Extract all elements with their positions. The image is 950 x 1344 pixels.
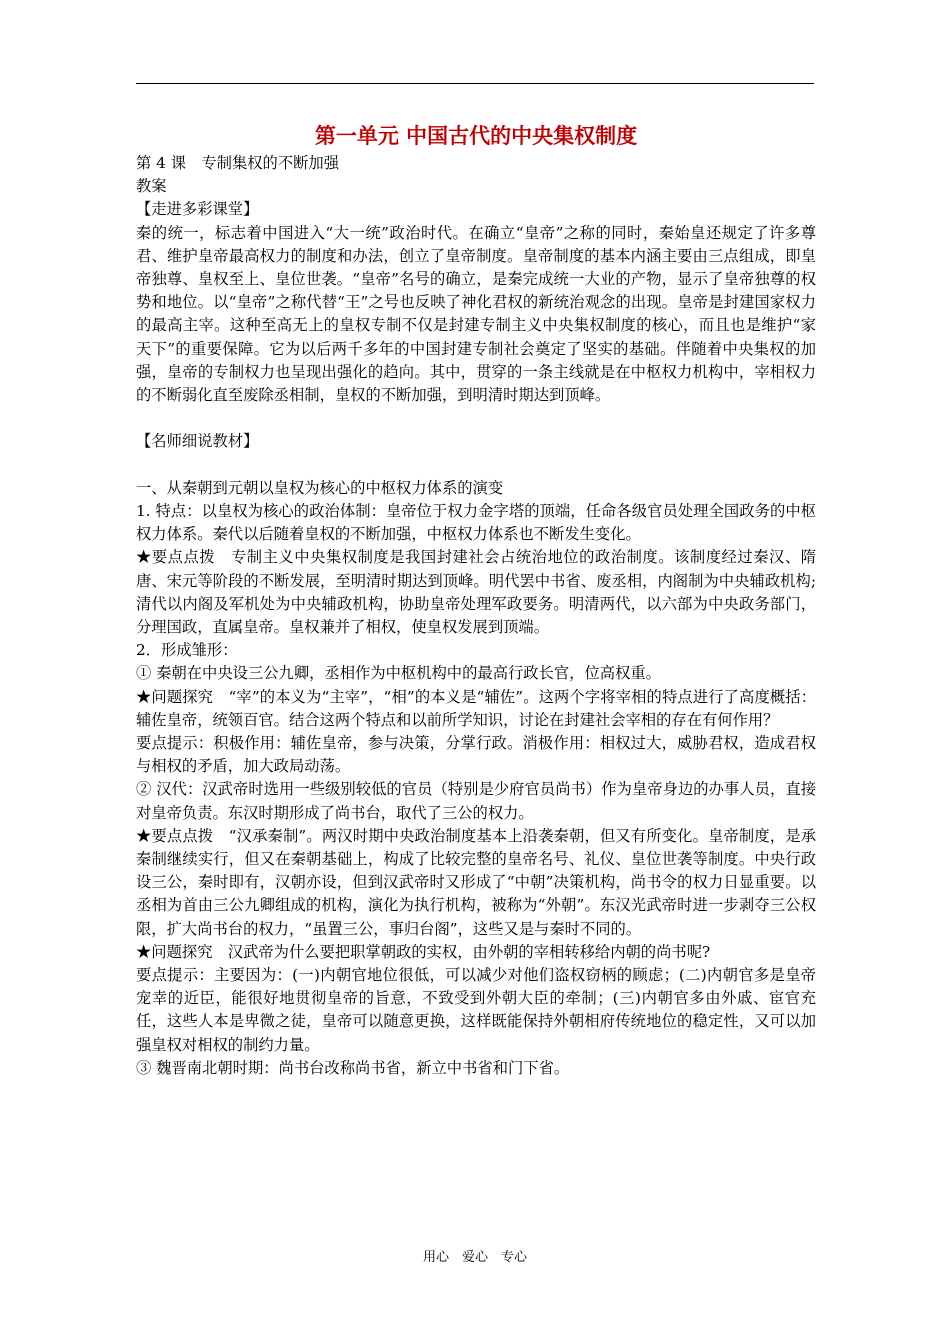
doc-type-label: 教案 [136, 177, 167, 196]
key-point-block: ★要点点拨 “汉承秦制”。两汉时期中央政治制度基本上沿袭秦朝，但又有所变化。皇帝制度，是承秦制继续实行，但又在秦朝基础上，构成了比较完整的皇帝名号、礼仪、皇位世袭等制度。中央行政设三公，秦时即有，汉朝亦设，但到汉武帝时又形成了“中朝”决策机构，尚书令的权力日显重要。以丞相为首由三公九卿组成的机构，演化为执行机构，被称为“外朝”。东汉光武帝时进一步剥夺三公权限，扩大尚书台的权力，“虽置三公，事归台阁”，这些又是与秦时不同的。 [136, 826, 816, 938]
key-point-block: ★要点点拨 专制主义中央集权制度是我国封建社会占统治地位的政治制度。该制度经过秦汉、隋唐、宋元等阶段的不断发展，至明清时期达到顶峰。明代罢中书省、废丞相，内阁制为中央辅政机构;清代以内阁及军机处为中央辅政机构，协助皇帝处理军政要务。明清两代，以六部为中央政务部门，分理国政，直属皇帝。皇权兼并了相权，使皇权发展到顶端。 [136, 548, 816, 636]
qin-dynasty-item: ① 秦朝在中央设三公九卿，丞相作为中枢机构中的最高行政长官，位高权重。 [136, 664, 661, 683]
question-block: ★问题探究 “宰”的本义为“主宰”，“相”的本义是“辅佐”。这两个字将宰相的特点进行了高度概括：辅佐皇帝，统领百官。结合这两个特点和以前所学知识，讨论在封建社会宰相的存在有何作用？ [136, 687, 816, 729]
lesson-title: 第 4 课 专制集权的不断加强 [136, 154, 340, 172]
document-body [136, 120, 816, 1080]
section-heading-teacher: 【名师细说教材】 [136, 432, 259, 451]
hint-block: 要点提示：主要因为：(一)内朝官地位很低，可以减少对他们盗权窃柄的顾虑；(二)内朝官多是皇帝宠幸的近臣，能很好地贯彻皇帝的旨意，不致受到外朝大臣的牵制；(三)内朝官多由外戚、宦官充任，这些人本是卑微之徒，皇帝可以随意更换，这样既能保持外朝相府传统地位的稳定性，又可以加强皇权对相权的制约力量。 [136, 965, 816, 1054]
han-dynasty-item: ② 汉代：汉武帝时选用一些级别较低的官员（特别是少府官员尚书）作为皇帝身边的办事人员，直接对皇帝负责。东汉时期形成了尚书台，取代了三公的权力。 [136, 780, 816, 822]
question-block: ★问题探究 汉武帝为什么要把职掌朝政的实权，由外朝的宰相转移给内朝的尚书呢? [136, 942, 711, 961]
page-footer: 用心 爱心 专心 [422, 1250, 527, 1265]
part-heading: 一、从秦朝到元朝以皇权为核心的中枢权力体系的演变 [136, 478, 504, 497]
point-formation-heading: 2．形成雏形： [136, 641, 238, 660]
spacer [136, 407, 816, 430]
header-rule [136, 83, 814, 84]
spacer [136, 454, 816, 477]
section-heading-classroom: 【走进多彩课堂】 [136, 200, 259, 219]
hint-block: 要点提示：积极作用：辅佐皇帝，参与决策，分掌行政。消极作用：相权过大，威胁君权，造成君权与相权的矛盾，加大政局动荡。 [136, 733, 816, 776]
page-title: 第一单元 中国古代的中央集权制度 [314, 123, 638, 148]
intro-paragraph: 秦的统一，标志着中国进入“大一统”政治时代。在确立“皇帝”之称的同时，秦始皇还规定了许多尊君、维护皇帝最高权力的制度和办法，创立了皇帝制度。皇帝制度的基本内涵主要由三点组成，即皇帝独尊、皇权至上、皇位世袭。“皇帝”名号的确立，是秦完成统一大业的产物，显示了皇帝独尊的权势和地位。以“皇帝”之称代替“王”之号也反映了神化君权的新统治观念的出现。皇帝是封建国家权力的最高主宰。这种至高无上的皇权专制不仅是封建专制主义中央集权制度的核心，而且也是维护“家天下”的重要保障。它为以后两千多年的中国封建专制社会奠定了坚实的基础。伴随着中央集权的加强，皇帝的专制权力也呈现出强化的趋向。其中，贯穿的一条主线就是在中枢权力机构中，宰相权力的不断弱化直至废除丞相制，皇权的不断加强，到明清时期达到顶峰。 [136, 223, 816, 404]
point-characteristics: 1. 特点：以皇权为核心的政治体制：皇帝位于权力金字塔的顶端，任命各级官员处理全国政务的中枢权力体系。秦代以后随着皇权的不断加强，中枢权力体系也不断发生变化。 [136, 501, 816, 544]
wei-jin-item: ③ 魏晋南北朝时期：尚书台改称尚书省，新立中书省和门下省。 [136, 1058, 570, 1077]
